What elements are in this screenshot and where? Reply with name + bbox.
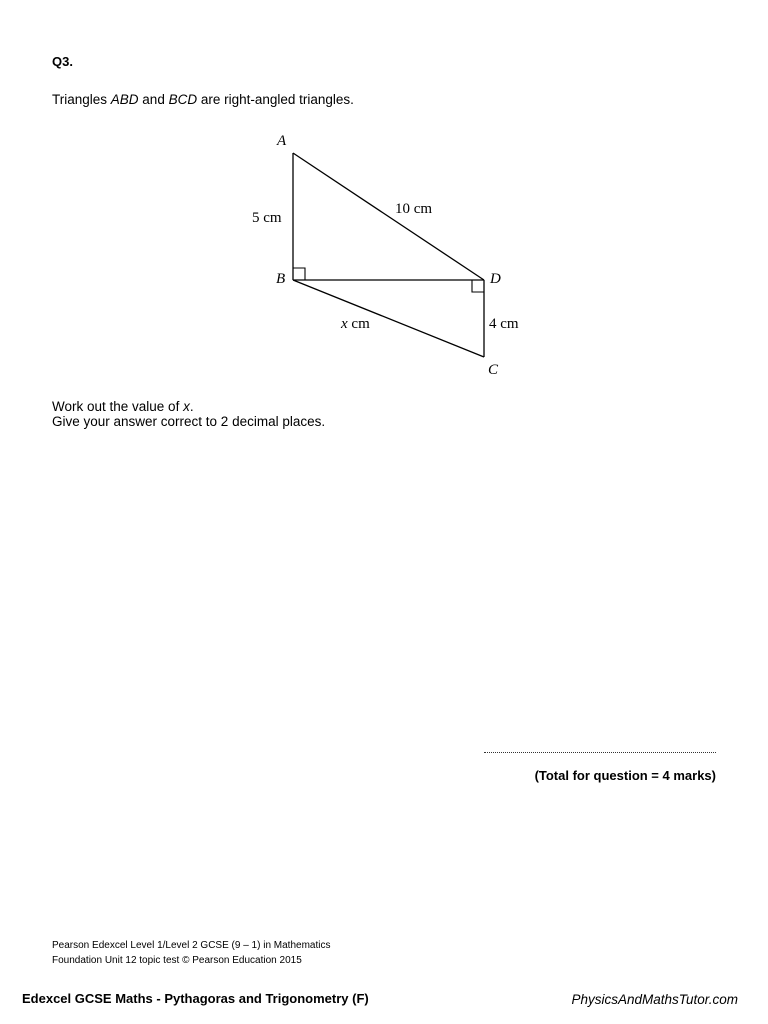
side-ad	[293, 153, 484, 280]
side-bc	[293, 280, 484, 357]
label-ab: 5 cm	[252, 210, 282, 226]
question-number: Q3.	[52, 54, 73, 69]
prompt-text-2: .	[189, 399, 194, 414]
vertex-c-label: C	[488, 362, 499, 378]
prompt-variable: x	[183, 399, 190, 414]
label-bc-unit: cm	[347, 316, 370, 332]
footer-site: PhysicsAndMathsTutor.com	[571, 992, 738, 1007]
right-angle-d	[472, 280, 484, 292]
label-bc-var: x	[341, 316, 348, 332]
label-dc: 4 cm	[489, 316, 519, 332]
question-prompt-line-1	[52, 399, 194, 414]
footnote-line-1: Pearson Edexcel Level 1/Level 2 GCSE (9 – 1) in Mathematics	[52, 940, 331, 951]
prompt-text-1: Work out the value of	[52, 399, 184, 414]
vertex-d-label: D	[490, 271, 501, 287]
vertex-b-label: B	[276, 271, 286, 287]
intro-text-2: and	[138, 92, 169, 107]
intro-text-3: are right-angled triangles.	[197, 92, 354, 107]
vertex-a-label: A	[277, 133, 287, 149]
right-angle-b	[293, 268, 305, 280]
triangle-diagram	[0, 0, 768, 420]
label-bc	[340, 316, 370, 332]
label-ad: 10 cm	[395, 201, 433, 217]
triangle-bcd: BCD	[168, 92, 198, 107]
triangle-abd: ABD	[110, 92, 139, 107]
answer-line[interactable]	[484, 744, 716, 753]
footer-title: Edexcel GCSE Maths - Pythagoras and Trigonometry (F)	[22, 991, 369, 1006]
question-prompt-line-2: Give your answer correct to 2 decimal places.	[52, 414, 326, 429]
intro-text-1: Triangles	[52, 92, 111, 107]
total-marks: (Total for question = 4 marks)	[534, 768, 716, 783]
footnote-line-2: Foundation Unit 12 topic test © Pearson Education 2015	[52, 955, 302, 966]
